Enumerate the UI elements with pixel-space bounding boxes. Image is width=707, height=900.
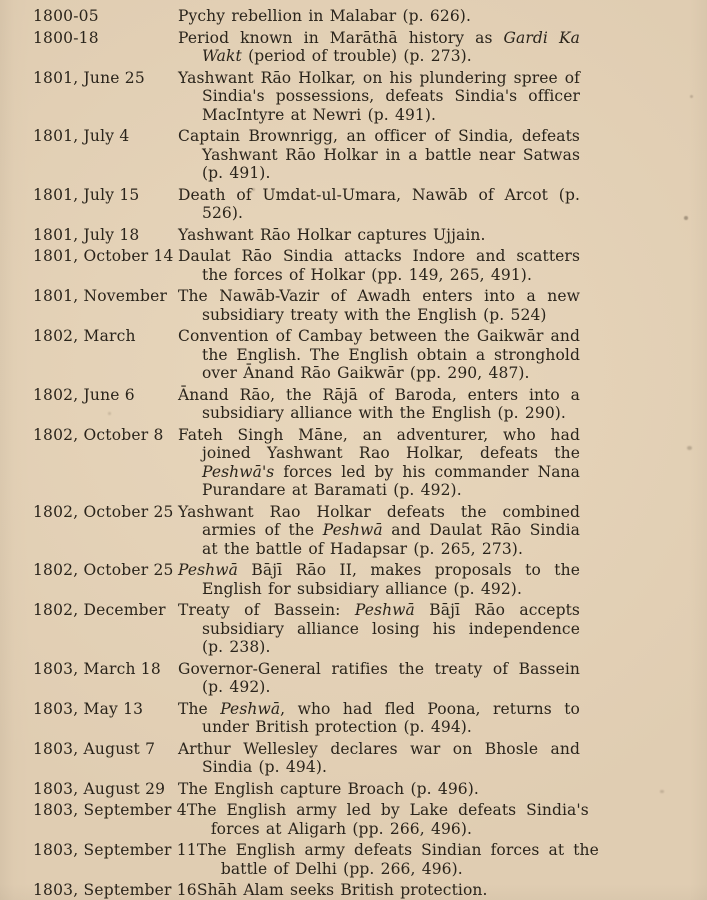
description-text: Treaty of Bassein: bbox=[178, 601, 355, 619]
description-text: Period known in Marāthā history as bbox=[178, 28, 504, 47]
entry-description bbox=[178, 127, 580, 183]
entry-date: 1803, May 13 bbox=[33, 699, 144, 718]
entry-description bbox=[197, 881, 599, 900]
timeline-entry bbox=[0, 503, 707, 559]
entry-description bbox=[178, 780, 580, 799]
timeline-entry bbox=[0, 426, 707, 500]
entry-description bbox=[178, 660, 580, 697]
description-text: Governor-General ratifies the treaty of Bassein (p. 492). bbox=[178, 659, 580, 696]
description-text: The bbox=[178, 699, 221, 718]
description-text: Yashwant Rao Holkar defeats the combined armies of the bbox=[178, 502, 580, 539]
timeline-entry bbox=[0, 841, 707, 878]
entry-date: 1802, October 25 bbox=[33, 502, 174, 521]
description-text: Shāh Alam seeks British protection. bbox=[196, 881, 488, 899]
entry-description bbox=[178, 327, 580, 383]
entry-date: 1802, June 6 bbox=[33, 385, 135, 404]
timeline-entry bbox=[0, 660, 707, 697]
italic-term: Peshwā bbox=[220, 699, 281, 718]
description-text: Captain Brownrigg, an officer of Sindia, defeats Yashwant Rāo Holkar in a battle near Satwas (p. 491). bbox=[178, 127, 580, 182]
entry-description bbox=[178, 247, 580, 284]
entry-description bbox=[178, 740, 580, 777]
timeline-entry bbox=[0, 561, 707, 598]
timeline-entry bbox=[0, 386, 707, 423]
timeline-entry bbox=[0, 287, 707, 324]
entry-description bbox=[178, 69, 580, 125]
entry-description bbox=[178, 186, 580, 223]
timeline-entry bbox=[0, 186, 707, 223]
italic-term: Peshwā bbox=[322, 521, 383, 539]
entry-date: 1803, August 7 bbox=[33, 739, 156, 758]
entry-description bbox=[178, 287, 580, 324]
italic-term: Peshwā bbox=[178, 561, 238, 579]
entry-description bbox=[187, 801, 589, 838]
description-text: Arthur Wellesley declares war on Bhosle and Sindia (p. 494). bbox=[178, 739, 580, 776]
entry-date: 1802, October 8 bbox=[33, 425, 164, 444]
description-text: The English capture Broach (p. 496). bbox=[178, 779, 479, 798]
entry-date: 1801, October 14 bbox=[33, 247, 174, 265]
entry-date: 1803, March 18 bbox=[33, 659, 161, 678]
description-text: Yashwant Rāo Holkar, on his plundering spree of Sindia's possessions, defeats Sindia's officer MacIntyre at Newri (p. 491). bbox=[178, 68, 580, 124]
entry-description bbox=[178, 29, 580, 66]
entry-date: 1801, June 25 bbox=[33, 68, 145, 87]
timeline-entry bbox=[0, 327, 707, 383]
entry-date: 1800-18 bbox=[33, 28, 99, 47]
timeline-entry bbox=[0, 801, 707, 838]
entry-date: 1801, November bbox=[33, 287, 168, 305]
description-text: The Nawāb-Vazir of Awadh enters into a new subsidiary treaty with the English (p. 524) bbox=[178, 287, 580, 324]
description-text: forces led by his commander Nana Purandare at Baramati (p. 492). bbox=[202, 462, 580, 499]
timeline-entry bbox=[0, 700, 707, 737]
italic-term: Peshwā bbox=[354, 601, 415, 619]
timeline-entry bbox=[0, 780, 707, 799]
timeline-entry bbox=[0, 7, 707, 26]
description-text: Pychy rebellion in Malabar (p. 626). bbox=[178, 7, 471, 25]
entry-description bbox=[178, 601, 580, 657]
italic-term: Peshwā's bbox=[202, 462, 275, 481]
entry-description bbox=[178, 426, 580, 500]
entry-date: 1800-05 bbox=[33, 7, 99, 25]
entry-description bbox=[178, 700, 580, 737]
entry-description bbox=[178, 7, 580, 26]
description-text: Bājī Rāo accepts subsidiary alliance losing his independence (p. 238). bbox=[202, 601, 580, 656]
entry-date: 1803, September 11 bbox=[33, 841, 197, 859]
entry-description bbox=[197, 841, 599, 878]
description-text: Death of Umdat-ul-Umara, Nawāb of Arcot (p. 526). bbox=[178, 185, 580, 222]
entry-description bbox=[178, 386, 580, 423]
description-text: , who had fled Poona, returns to under British protection (p. 494). bbox=[202, 699, 580, 736]
entry-date: 1803, August 29 bbox=[33, 779, 166, 798]
description-text: Daulat Rāo Sindia attacks Indore and scatters the forces of Holkar (pp. 149, 265, 491). bbox=[178, 247, 580, 284]
description-text: and Daulat Rāo Sindia at the battle of Hadapsar (p. 265, 273). bbox=[202, 521, 580, 558]
entry-date: 1801, July 15 bbox=[33, 185, 140, 204]
description-text: (period of trouble) (p. 273). bbox=[241, 47, 472, 65]
description-text: Ānand Rāo, the Rājā of Baroda, enters into a subsidiary alliance with the English (p. 290). bbox=[178, 385, 580, 422]
entry-description bbox=[178, 503, 580, 559]
timeline-entry bbox=[0, 226, 707, 245]
entry-description bbox=[178, 561, 580, 598]
timeline-entry bbox=[0, 69, 707, 125]
entry-date: 1802, October 25 bbox=[33, 561, 174, 579]
entry-date: 1801, July 4 bbox=[33, 127, 130, 145]
timeline-entry bbox=[0, 127, 707, 183]
entry-date: 1803, September 16 bbox=[33, 881, 197, 899]
chronology-list bbox=[0, 7, 707, 900]
description-text: The English army led by Lake defeats Sindia's forces at Aligarh (pp. 266, 496). bbox=[186, 801, 589, 838]
description-text: Convention of Cambay between the Gaikwār and the English. The English obtain a stronghold over Ānand Rāo Gaikwār (pp. 290, 487). bbox=[178, 327, 580, 382]
timeline-entry bbox=[0, 29, 707, 66]
entry-date: 1803, September 4 bbox=[33, 801, 187, 819]
timeline-entry bbox=[0, 247, 707, 284]
description-text: Fateh Singh Māne, an adventurer, who had joined Yashwant Rao Holkar, defeats the bbox=[178, 425, 580, 462]
entry-date: 1802, March bbox=[33, 327, 136, 345]
description-text: Bājī Rāo II, makes proposals to the English for subsidiary alliance (p. 492). bbox=[202, 561, 580, 598]
timeline-entry bbox=[0, 881, 707, 900]
entry-date: 1802, December bbox=[33, 601, 166, 619]
entry-date: 1801, July 18 bbox=[33, 225, 140, 244]
italic-term: Gardi Ka Wakt bbox=[202, 28, 580, 65]
timeline-entry bbox=[0, 601, 707, 657]
timeline-entry bbox=[0, 740, 707, 777]
description-text: Yashwant Rāo Holkar captures Ujjain. bbox=[178, 225, 486, 244]
description-text: The English army defeats Sindian forces at the battle of Delhi (pp. 266, 496). bbox=[196, 841, 599, 878]
entry-description bbox=[178, 226, 580, 245]
